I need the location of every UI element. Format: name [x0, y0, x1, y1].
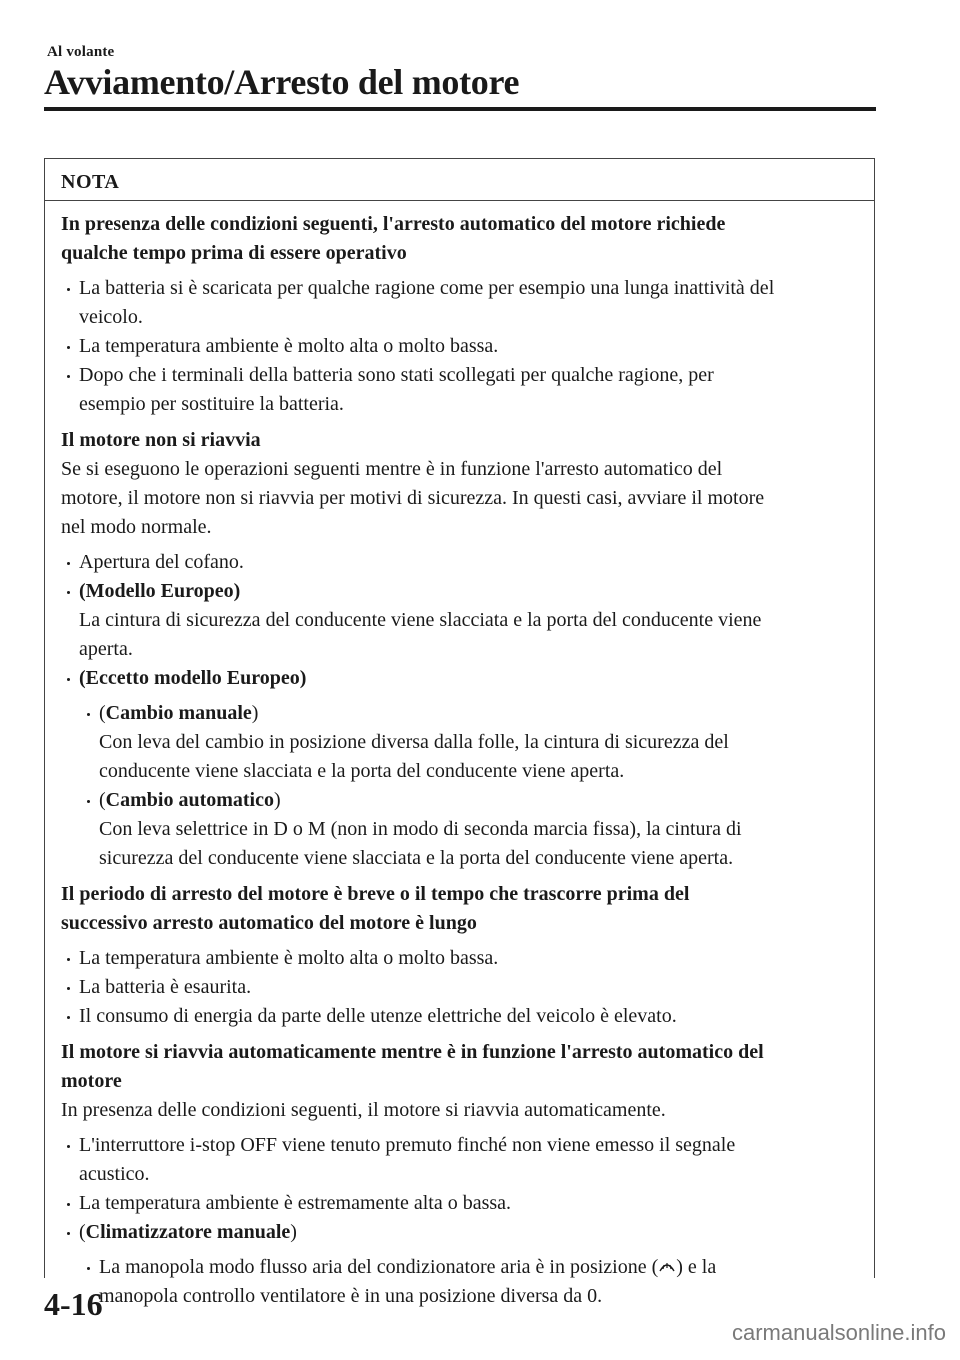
list-item-text: La batteria si è scaricata per qualche ragione come per esempio una lunga inattività del	[79, 277, 775, 299]
paragraph	[61, 455, 860, 542]
list-item	[61, 274, 860, 332]
list-item	[61, 973, 860, 1002]
paren-close: )	[290, 1221, 297, 1243]
list-item-title	[99, 786, 860, 815]
list-item-text: conducente viene slacciata e la porta del conducente viene aperta.	[99, 760, 625, 782]
note-body	[45, 201, 874, 1311]
paren-open: (	[99, 789, 106, 811]
sub-list-item	[81, 786, 860, 873]
list-item-title	[79, 1218, 860, 1247]
list-item	[61, 1218, 860, 1247]
sub-list-item	[81, 1253, 860, 1311]
paren-open: (	[99, 702, 106, 724]
list-item	[61, 1131, 860, 1189]
note-label: NOTA	[45, 159, 874, 201]
list-item-title-bold: Cambio manuale	[105, 702, 252, 724]
list-item	[61, 361, 860, 419]
list-item-text: La cintura di sicurezza del conducente viene slacciata e la porta del conducente viene	[79, 609, 762, 631]
bullet-list	[61, 548, 860, 873]
sub-bullet-list	[81, 699, 860, 873]
heading-line: qualche tempo prima di essere operativo	[61, 242, 407, 264]
list-item	[61, 664, 860, 693]
list-item-title: (Modello Europeo)	[79, 580, 241, 602]
paragraph	[61, 1096, 860, 1125]
bullet-list	[61, 274, 860, 419]
list-item-text: aperta.	[79, 638, 133, 660]
list-item-text	[99, 1253, 860, 1282]
heading-line: Il periodo di arresto del motore è breve o il tempo che trascorre prima del	[61, 883, 690, 905]
list-item-text: esempio per sostituire la batteria.	[79, 393, 344, 415]
list-item-text: Con leva del cambio in posizione diversa dalla folle, la cintura di sicurezza del	[99, 731, 729, 753]
defroster-icon	[658, 1257, 676, 1275]
list-item-text: Il consumo di energia da parte delle utenze elettriche del veicolo è elevato.	[79, 1005, 677, 1027]
list-item	[61, 944, 860, 973]
sub-bullet-list	[81, 1253, 860, 1311]
heading-slow-auto-stop	[61, 210, 860, 268]
watermark: carmanualsonline.info	[731, 1320, 946, 1345]
list-item-text: sicurezza del conducente viene slacciata e la porta del conducente viene aperta.	[99, 847, 734, 869]
list-item-text: acustico.	[79, 1163, 150, 1185]
list-item-title: (Eccetto modello Europeo)	[79, 667, 307, 689]
page-number: 4-16	[44, 1286, 103, 1322]
heading-auto-restart	[61, 1038, 860, 1096]
list-item	[61, 1002, 860, 1031]
bullet-list	[61, 944, 860, 1031]
paren-close: )	[251, 702, 259, 724]
list-item-text: Con leva selettrice in D o M (non in modo di seconda marcia fissa), la cintura di	[99, 818, 742, 840]
paragraph-line: motore, il motore non si riavvia per motivi di sicurezza. In questi casi, avviare il motore	[61, 487, 765, 509]
list-item-text-part: ) e la	[676, 1256, 717, 1278]
list-item-text-part: La manopola modo flusso aria del condizionatore aria è in posizione (	[99, 1256, 659, 1278]
paragraph-line: Se si eseguono le operazioni seguenti mentre è in funzione l'arresto automatico del	[61, 458, 723, 480]
list-item-text: La batteria è esaurita.	[79, 976, 252, 998]
list-item-text: veicolo.	[79, 306, 143, 328]
list-item-text: L'interruttore i-stop OFF viene tenuto premuto finché non viene emesso il segnale	[79, 1134, 736, 1156]
section-label: Al volante	[47, 44, 115, 60]
list-item-title-bold: Climatizzatore manuale	[85, 1221, 291, 1243]
list-item-text: La temperatura ambiente è estremamente alta o bassa.	[79, 1192, 512, 1214]
bullet-list	[61, 1131, 860, 1311]
page-title: Avviamento/Arresto del motore	[44, 62, 520, 102]
paren-close: )	[274, 789, 281, 811]
list-item	[61, 332, 860, 361]
list-item	[61, 548, 860, 577]
sub-list-item	[81, 699, 860, 786]
list-item-title	[99, 699, 860, 728]
list-item-text: La temperatura ambiente è molto alta o molto bassa.	[79, 335, 499, 357]
list-item-text: Apertura del cofano.	[79, 551, 244, 573]
list-item-text: La temperatura ambiente è molto alta o molto bassa.	[79, 947, 499, 969]
heading-line: successivo arresto automatico del motore è lungo	[61, 912, 477, 934]
list-item-text: manopola controllo ventilatore è in una posizione diversa da 0.	[99, 1285, 603, 1307]
heading-line: Il motore si riavvia automaticamente mentre è in funzione l'arresto automatico del	[61, 1041, 764, 1063]
list-item	[61, 577, 860, 664]
paren-open: (	[79, 1221, 86, 1243]
list-item	[61, 1189, 860, 1218]
paragraph-line: In presenza delle condizioni seguenti, il motore si riavvia automaticamente.	[61, 1099, 666, 1121]
heading-line: In presenza delle condizioni seguenti, l'arresto automatico del motore richiede	[61, 213, 726, 235]
heading-line: motore	[61, 1070, 122, 1092]
heading-no-restart: Il motore non si riavvia	[61, 429, 261, 451]
list-item-title-bold: Cambio automatico	[105, 789, 274, 811]
list-item-text: Dopo che i terminali della batteria sono stati scollegati per qualche ragione, per	[79, 364, 714, 386]
heading-stop-period	[61, 880, 860, 938]
paragraph-line: nel modo normale.	[61, 516, 212, 538]
title-divider	[44, 107, 876, 111]
